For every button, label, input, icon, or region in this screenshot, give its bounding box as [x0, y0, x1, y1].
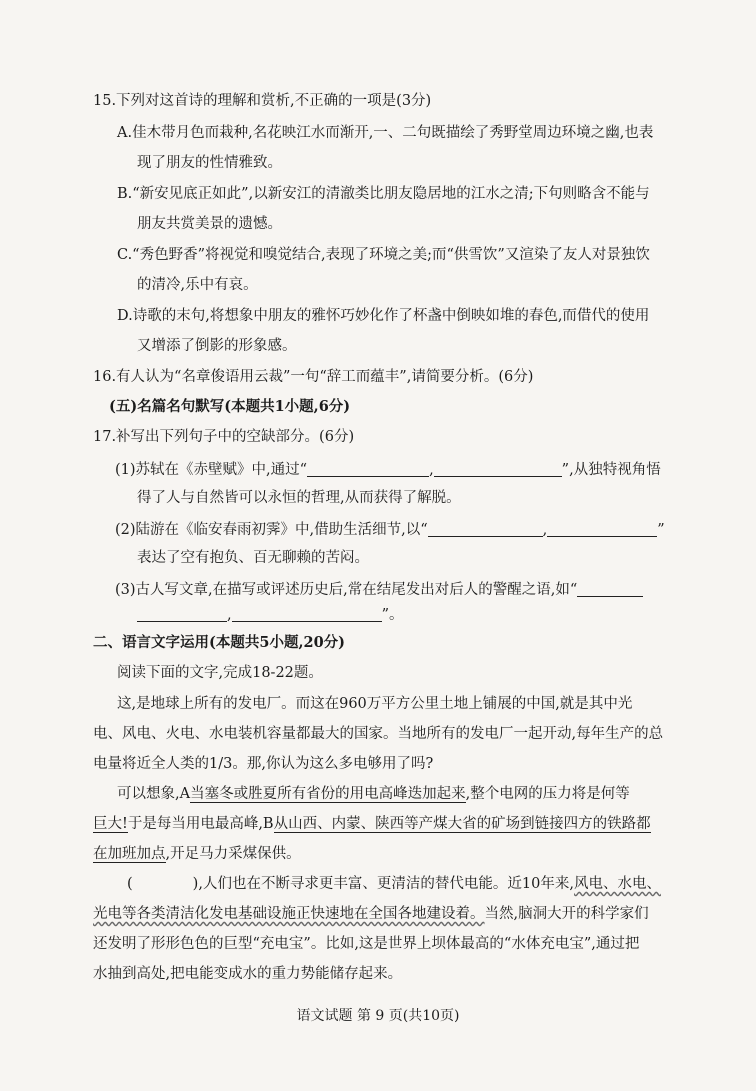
passage-p3-line3: 还发明了形形色色的巨型“充电宝”。比如,这是世界上坝体最高的“水体充电宝”,通过把 — [93, 936, 640, 952]
passage-text: ),人们也在不断寻求更丰富、更清洁的替代电能。近10年来, — [192, 876, 574, 892]
comma: , — [227, 607, 232, 623]
answer-blank[interactable] — [434, 461, 562, 477]
part-2-heading: 二、语言文字运用(本题共5小题,20分) — [93, 634, 346, 651]
section-5-heading: (五)名篇名句默写(本题共1小题,6分) — [109, 398, 351, 415]
wavy-underlined-sentence: 风电、水电、 — [574, 876, 661, 892]
q15-option-d: D.诗歌的末句,将想象中朋友的雅怀巧妙化作了杯盏中倒映如堆的春色,而借代的使用 — [117, 308, 650, 324]
underlined-sentence-a: 当塞冬或胜夏所有省份的用电高峰迭加起来 — [190, 786, 466, 802]
q17-item-1-prefix: (1)苏轼在《赤壁赋》中,通过“ — [115, 462, 308, 478]
q16-stem: 16.有人认为“名章俊语用云裁”一句“辞工而蕴丰”,请简要分析。(6分) — [93, 369, 534, 385]
passage-p1-line1: 这,是地球上所有的发电厂。而这在960万平方公里土地上铺展的中国,就是其中光 — [117, 696, 633, 712]
passage-p2-line1 — [117, 787, 630, 802]
passage-text: 于是每当用电最高峰,B — [127, 816, 274, 832]
passage-text: ,整个电网的压力将是何等 — [465, 786, 630, 802]
q17-item-1-suffix: ”,从独特视角悟 — [561, 462, 661, 478]
passage-text: ,开足马力采煤保供。 — [165, 846, 301, 862]
passage-text: 当然,脑洞大开的科学家们 — [484, 906, 649, 922]
passage-p1-line2: 电、风电、火电、水电装机容量都最大的国家。当地所有的发电厂一起开动,每年生产的总 — [93, 726, 664, 742]
q15-option-a: A.佳木带月色而栽种,名花映江水而渐开,一、二句既描绘了秀野堂周边环境之幽,也表 — [117, 125, 654, 141]
q17-item-1 — [115, 461, 661, 478]
answer-blank[interactable] — [232, 606, 382, 622]
page-footer: 语文试题 第 9 页(共10页) — [296, 1008, 460, 1024]
q15-option-d-cont: 又增添了倒影的形象感。 — [137, 338, 297, 354]
q15-option-a-cont: 现了朋友的性情雅致。 — [137, 155, 282, 171]
underlined-sentence-b-end: 在加班加点 — [93, 846, 166, 862]
q15-option-c: C.“秀色野香”将视觉和嗅觉结合,表现了环境之美;而“供雪饮”又渲染了友人对景独饮 — [117, 247, 650, 263]
q17-item-2-cont: 表达了空有抱负、百无聊赖的苦闷。 — [137, 550, 369, 566]
close-quote: ”。 — [381, 607, 404, 623]
blank-open-paren: ( — [127, 876, 133, 892]
wavy-underlined-sentence-end: 光电等各类清洁化发电基础设施正快速地在全国各地建设着。 — [93, 906, 485, 922]
answer-blank[interactable] — [547, 521, 657, 537]
passage-p3-line2 — [93, 907, 649, 922]
q17-item-3 — [115, 581, 643, 598]
q17-item-2-prefix: (2)陆游在《临安春雨初霁》中,借助生活细节,以“ — [115, 522, 428, 538]
passage-p3-line4: 水抽到高处,把电能变成水的重力势能储存起来。 — [93, 966, 403, 982]
passage-p3-line1 — [127, 877, 661, 892]
answer-blank[interactable] — [577, 581, 643, 597]
q15-stem: 15.下列对这首诗的理解和赏析,不正确的一项是(3分) — [93, 93, 432, 109]
underlined-sentence-a-end: 巨大! — [93, 816, 128, 832]
comma: , — [542, 522, 548, 538]
passage-p2-line2 — [93, 817, 651, 832]
comma: , — [429, 462, 434, 478]
answer-blank[interactable] — [137, 606, 227, 622]
passage-p1-line3: 电量将近全人类的1/3。那,你认为这么多电够用了吗? — [93, 756, 434, 772]
underlined-sentence-b: 从山西、内蒙、陕西等产煤大省的矿场到链接四方的铁路都 — [273, 816, 651, 832]
q17-item-2 — [115, 521, 665, 538]
answer-blank[interactable] — [428, 521, 543, 537]
part-2-instruction: 阅读下面的文字,完成18-22题。 — [117, 665, 323, 681]
passage-p2-line3 — [93, 847, 301, 862]
q15-option-b: B.“新安见底正如此”,以新安江的清澈类比朋友隐居地的江水之清;下句则略含不能与 — [117, 186, 650, 202]
q15-option-c-cont: 的清冷,乐中有哀。 — [137, 277, 258, 293]
q17-item-3-prefix: (3)古人写文章,在描写或评述历史后,常在结尾发出对后人的警醒之语,如“ — [115, 582, 578, 598]
q17-item-3-cont — [137, 606, 404, 623]
q17-item-1-cont: 得了人与自然皆可以永恒的哲理,从而获得了解脱。 — [137, 490, 461, 506]
answer-blank[interactable] — [307, 461, 429, 477]
close-quote: ” — [657, 522, 665, 538]
q15-option-b-cont: 朋友共赏美景的遗憾。 — [137, 216, 282, 232]
q17-stem: 17.补写出下列句子中的空缺部分。(6分) — [93, 429, 355, 445]
passage-text: 可以想象,A — [117, 786, 191, 802]
